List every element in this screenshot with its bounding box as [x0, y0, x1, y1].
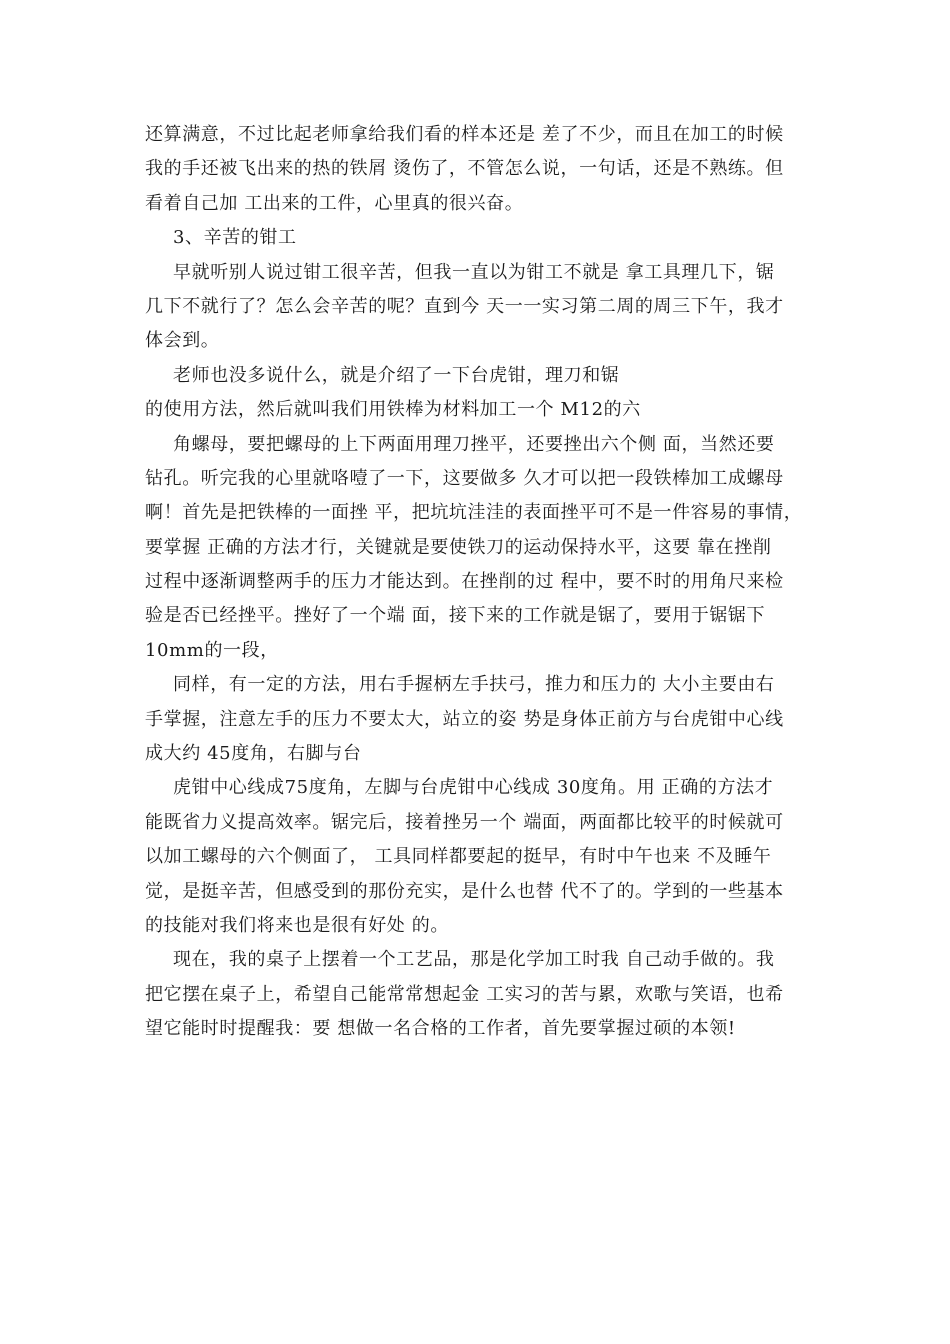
- text-line: 手掌握，注意左手的压力不要太大，站立的姿 势是身体正前方与台虎钳中心线: [145, 708, 784, 730]
- text-line: 还算满意，不过比起老师拿给我们看的样本还是 差了不少，而且在加工的时候: [145, 124, 784, 145]
- text-line: 能既省力义提高效率。锯完后，接着挫另一个 端面，两面都比较平的时候就可: [145, 811, 784, 833]
- text-line: 成大约 45度角，右脚与台: [145, 743, 362, 765]
- text-line: 啊！首先是把铁棒的一面挫 平，把坑坑洼洼的表面挫平可不是一件容易的事情，: [145, 502, 803, 524]
- text-line: 要掌握 正确的方法才行，关键就是要使铁刀的运动保持水平，这要 靠在挫削: [145, 536, 772, 558]
- text-line: 几下不就行了？怎么会辛苦的呢？直到今 天一一实习第二周的周三下午，我才: [145, 295, 784, 317]
- text-line: 体会到。: [145, 330, 220, 352]
- text-line: 觉，是挺辛苦，但感受到的那份充实，是什么也替 代不了的。学到的一些基本: [145, 880, 784, 902]
- text-line: 10mm的一段，: [145, 639, 279, 661]
- text-line: 钻孔。听完我的心里就咯噎了一下，这要做多 久才可以把一段铁棒加工成螺母: [145, 467, 784, 489]
- text-line: 以加工螺母的六个侧面了， 工具同样都要起的挺早，有时中午也来 不及睡午: [145, 846, 772, 868]
- text-line: 的使用方法，然后就叫我们用铁棒为材料加工一个 M12的六: [145, 399, 641, 421]
- text-line: 验是否已经挫平。挫好了一个端 面，接下来的工作就是锯了，要用于锯锯下: [145, 605, 766, 627]
- text-line: 望它能时时提醒我：要 想做一名合格的工作者，首先要掌握过硕的本领!: [145, 1018, 736, 1040]
- text-line: 看着自己加 工出来的工件，心里真的很兴奋。: [145, 192, 524, 214]
- text-line: 现在，我的桌子上摆着一个工艺品，那是化学加工时我 自己动手做的。我: [173, 949, 775, 971]
- text-line: 把它摆在桌子上，希望自己能常常想起金 工实习的苦与累，欢歌与笑语，也希: [145, 983, 784, 1005]
- text-line: 虎钳中心线成75度角，左脚与台虎钳中心线成 30度角。用 正确的方法才: [173, 777, 774, 799]
- text-line: 过程中逐渐调整两手的压力才能达到。在挫削的过 程中，要不时的用角尺来检: [145, 571, 784, 593]
- text-line: 同样，有一定的方法，用右手握柄左手扶弓，推力和压力的 大小主要由右: [173, 674, 775, 696]
- text-line: 老师也没多说什么，就是介绍了一下台虎钳，理刀和锯: [173, 364, 620, 386]
- text-line: 角螺母，要把螺母的上下两面用理刀挫平，还要挫出六个侧 面，当然还要: [173, 433, 775, 455]
- text-line: 我的手还被飞出来的热的铁屑 烫伤了，不管怎么说，一句话，还是不熟练。但: [145, 158, 784, 180]
- text-line: 的技能对我们将来也是很有好处 的。: [145, 914, 449, 936]
- body-text: [145, 118, 810, 1047]
- text-line: 3、辛苦的钳工: [173, 227, 297, 249]
- text-line: 早就听别人说过钳工很辛苦，但我一直以为钳工不就是 拿工具理几下，锯: [173, 261, 775, 283]
